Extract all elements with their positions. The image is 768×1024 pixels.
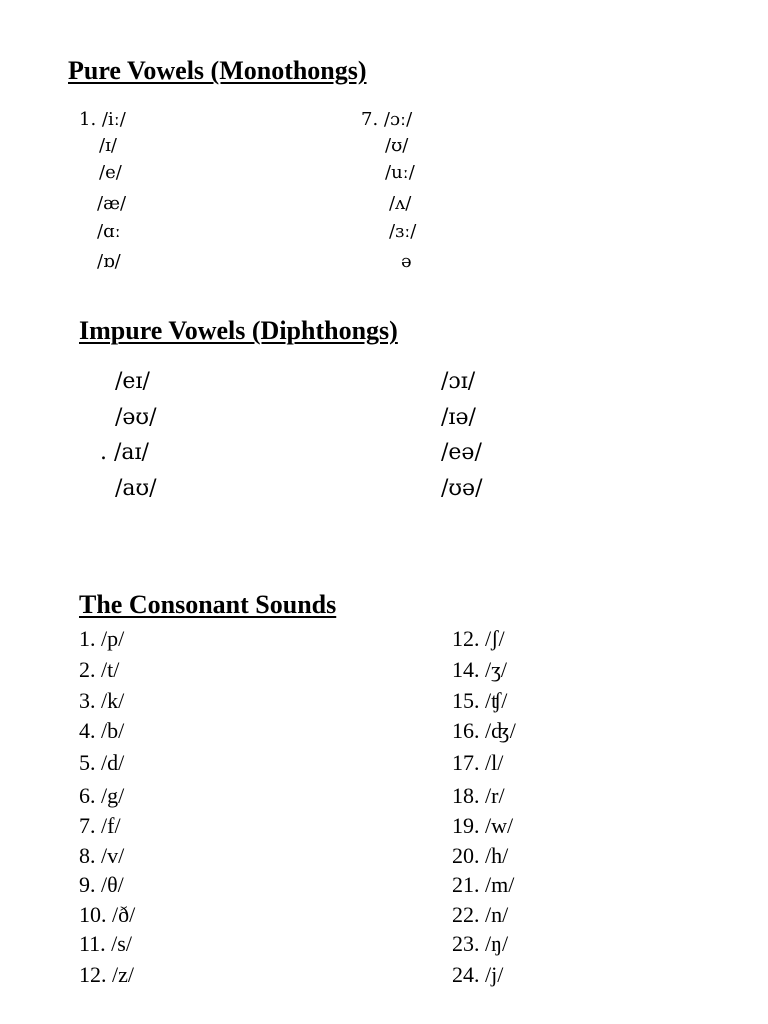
consonant-item: 24. /j/	[452, 962, 504, 987]
impure-vowels-heading: Impure Vowels (Diphthongs)	[79, 316, 398, 345]
consonant-item: 14. /ʒ/	[452, 657, 507, 682]
consonant-item: 4. /b/	[79, 718, 125, 743]
diphthong-item: /ʊə/	[441, 476, 483, 501]
diphthong-item: /aʊ/	[115, 476, 157, 501]
consonant-item: 9. /θ/	[79, 872, 124, 897]
monophthong-item: /e/	[99, 162, 122, 183]
diphthong-item: /ɪə/	[441, 405, 476, 430]
monophthong-item: /ɒ/	[97, 251, 121, 272]
monophthong-item: 7. /ɔː/	[361, 109, 413, 130]
pure-vowels-heading: Pure Vowels (Monothongs)	[68, 56, 367, 85]
consonant-item: 10. /ð/	[79, 902, 136, 927]
diphthong-item: /əʊ/	[115, 405, 157, 430]
consonant-item: 2. /t/	[79, 657, 120, 682]
consonant-item: 6. /g/	[79, 783, 125, 808]
consonant-item: 12. /z/	[79, 962, 134, 987]
consonant-item: 21. /m/	[452, 872, 515, 897]
monophthong-item: ə	[401, 251, 412, 272]
monophthong-item: /ɜː/	[389, 221, 417, 242]
diphthong-item: /ɔɪ/	[441, 369, 476, 394]
monophthong-item: /uː/	[385, 162, 415, 183]
monophthong-item: /ɪ/	[99, 135, 117, 156]
monophthong-item: /ʊ/	[385, 135, 409, 156]
diphthong-item: . /aɪ/	[100, 440, 149, 465]
monophthong-item: /ʌ/	[389, 193, 412, 214]
consonant-sounds-heading: The Consonant Sounds	[79, 590, 337, 619]
consonant-item: 20. /h/	[452, 843, 509, 868]
diphthong-item: /eə/	[441, 440, 482, 465]
consonant-item: 17. /l/	[452, 750, 504, 775]
consonant-item: 18. /r/	[452, 783, 505, 808]
consonant-item: 8. /v/	[79, 843, 125, 868]
consonant-item: 16. /ʤ/	[452, 718, 516, 743]
consonant-item: 1. /p/	[79, 626, 125, 651]
diphthong-item: /eɪ/	[115, 369, 150, 394]
consonant-item: 12. /ʃ/	[452, 626, 505, 651]
consonant-item: 5. /d/	[79, 750, 125, 775]
consonant-item: 15. /ʧ/	[452, 688, 508, 713]
consonant-item: 3. /k/	[79, 688, 125, 713]
monophthong-item: /ɑː	[97, 221, 121, 242]
consonant-item: 22. /n/	[452, 902, 509, 927]
consonant-item: 11. /s/	[79, 931, 132, 956]
monophthong-item: /æ/	[97, 193, 127, 214]
consonant-item: 23. /ŋ/	[452, 931, 509, 956]
consonant-item: 19. /w/	[452, 813, 514, 838]
consonant-item: 7. /f/	[79, 813, 121, 838]
monophthong-item: 1. /iː/	[79, 109, 126, 130]
